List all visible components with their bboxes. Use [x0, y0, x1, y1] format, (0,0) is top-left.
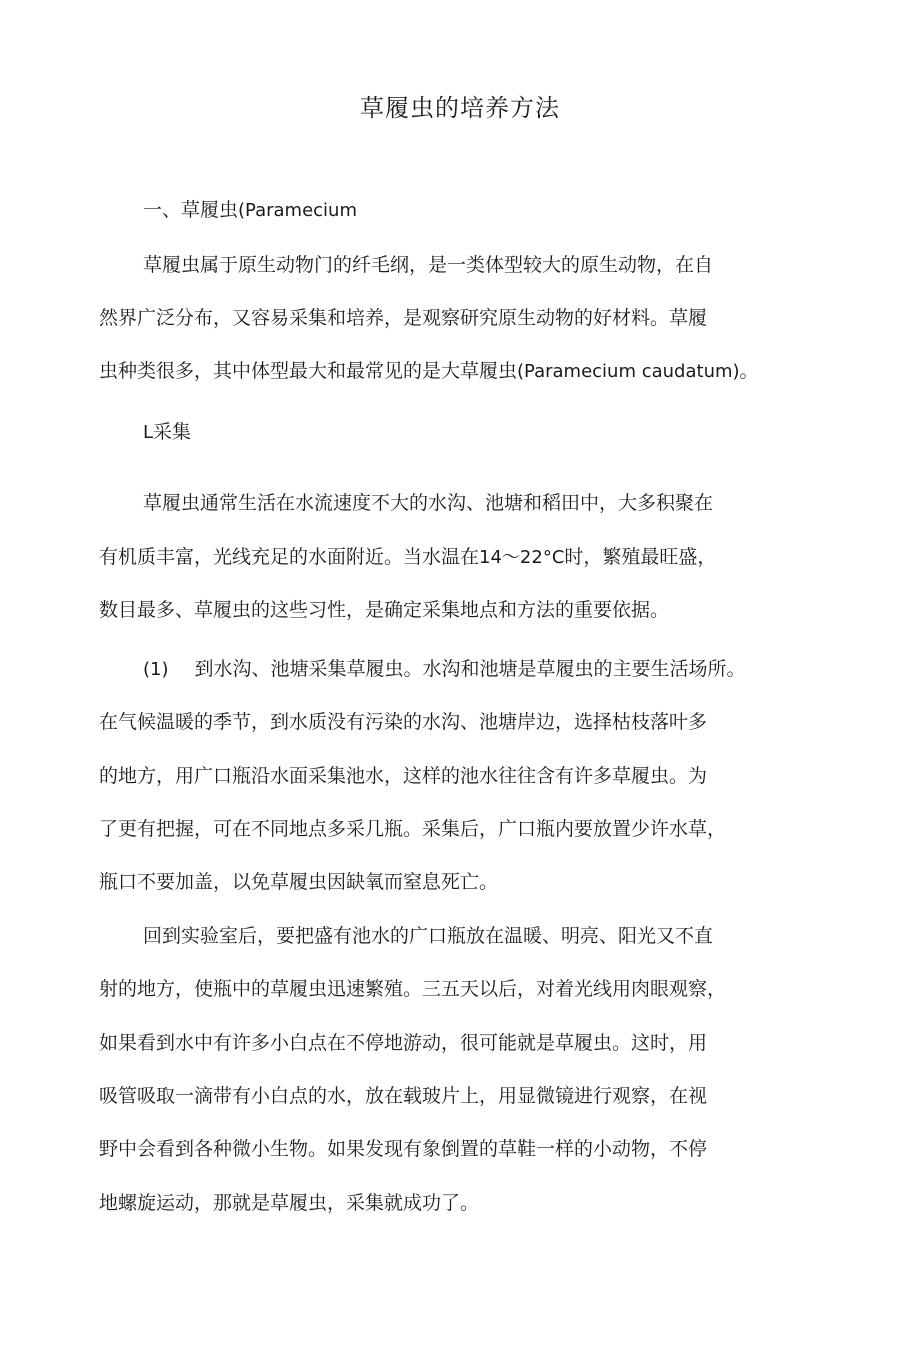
paragraph-line [143, 654, 883, 685]
paragraph-line: 射的地方，使瓶中的草履虫迅速繁殖。三五天以后，对着光线用肉眼观察， [99, 978, 727, 1000]
page-title: 草履虫的培养方法 [360, 94, 560, 122]
paragraph-line [99, 542, 839, 573]
line-text: 时，繁殖最旺盛， [564, 546, 717, 568]
paragraph-line: 回到实验室后，要把盛有池水的广口瓶放在温暖、明亮、阳光又不直 [143, 925, 714, 947]
paragraph-line: 野中会看到各种微小生物。如果发现有象倒置的草鞋一样的小动物，不停 [99, 1138, 708, 1160]
paragraph-line: 如果看到水中有许多小白点在不停地游动，很可能就是草履虫。这时，用 [99, 1032, 708, 1054]
paragraph-line: 在气候温暖的季节，到水质没有污染的水沟、池塘岸边，选择枯枝落叶多 [99, 711, 708, 733]
section-heading-collect [143, 417, 883, 448]
heading-latin-prefix: L [143, 422, 154, 443]
paragraph-line: 的地方，用广口瓶沿水面采集池水，这样的池水往往含有许多草履虫。为 [99, 765, 708, 787]
heading-latin: (Paramecium [238, 200, 357, 221]
species-latin-name: (Paramecium caudatum) [517, 361, 740, 382]
paragraph-line: 瓶口不要加盖，以免草履虫因缺氧而窒息死亡。 [99, 871, 499, 893]
paragraph-line: 吸管吸取一滴带有小白点的水，放在载玻片上，用显微镜进行观察，在视 [99, 1085, 708, 1107]
temperature-range: 14〜22°C [479, 547, 565, 568]
heading-text: 采集 [153, 421, 192, 443]
paragraph-line: 地螺旋运动，那就是草履虫，采集就成功了。 [99, 1192, 480, 1214]
section-heading-paramecium [143, 195, 883, 226]
paragraph-line: 草履虫通常生活在水流速度不大的水沟、池塘和稻田中，大多积聚在 [143, 492, 714, 514]
paragraph-line [99, 356, 839, 387]
paragraph-line: 草履虫属于原生动物门的纤毛纲，是一类体型较大的原生动物，在自 [143, 254, 714, 276]
line-text: 虫种类很多，其中体型最大和最常见的是大草履虫 [99, 360, 518, 382]
line-text: 有机质丰富，光线充足的水面附近。当水温在 [99, 546, 480, 568]
heading-text: 一、草履虫 [143, 199, 239, 221]
item-number: (1) [143, 659, 169, 680]
line-text: 到水沟、池塘采集草履虫。水沟和池塘是草履虫的主要生活场所。 [194, 658, 746, 680]
paragraph-line: 了更有把握，可在不同地点多采几瓶。采集后，广口瓶内要放置少许水草， [99, 818, 727, 840]
paragraph-line: 然界广泛分布，又容易采集和培养，是观察研究原生动物的好材料。草履 [99, 307, 708, 329]
paragraph-line: 数目最多、草履虫的这些习性，是确定采集地点和方法的重要依据。 [99, 599, 670, 621]
line-end: 。 [739, 360, 759, 382]
